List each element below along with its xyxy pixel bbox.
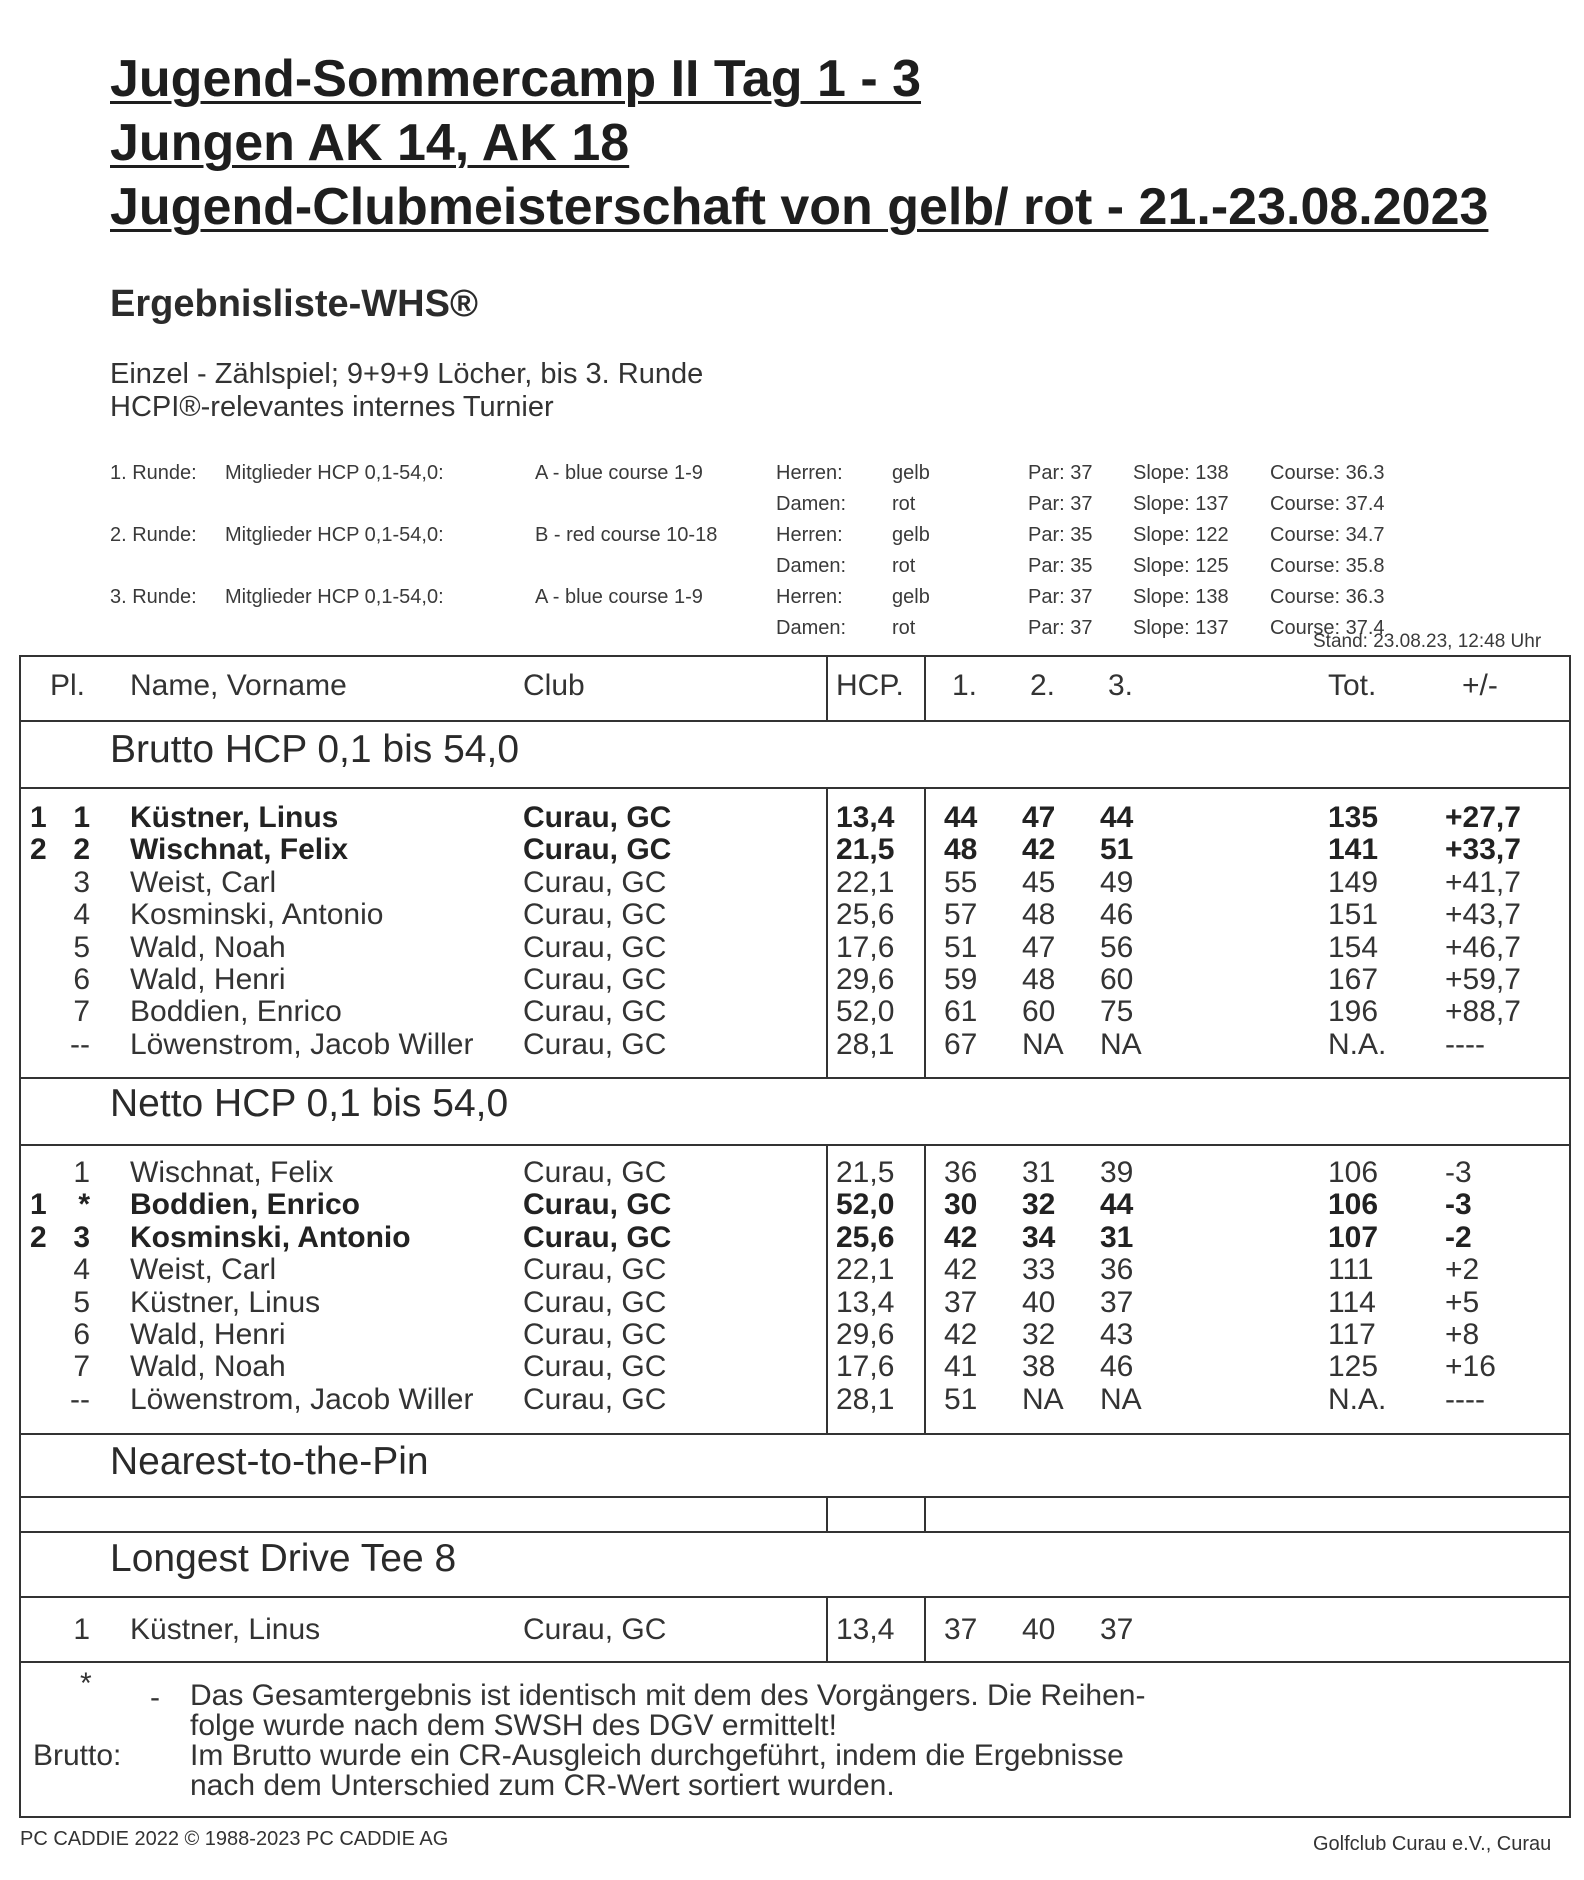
total: 114 <box>1328 1285 1376 1319</box>
place: 3 <box>73 1220 90 1254</box>
round-3-score: 31 <box>1100 1220 1134 1254</box>
note-brutto-text-1: Im Brutto wurde ein CR-Ausgleich durchgeführt, indem die Ergebnisse <box>190 1739 1124 1772</box>
tee-slope: Slope: 137 <box>1133 617 1229 639</box>
plus-minus: +88,7 <box>1445 995 1521 1029</box>
tee-label: Damen: <box>776 555 847 577</box>
total: 141 <box>1328 833 1379 867</box>
footer-club: Golfclub Curau e.V., Curau <box>1313 1833 1552 1855</box>
tee-par: Par: 35 <box>1028 524 1093 546</box>
player-name: Wald, Noah <box>130 1350 286 1384</box>
note-star-text-1: Das Gesamtergebnis ist identisch mit dem des Vorgängers. Die Reihen- <box>190 1679 1146 1712</box>
plus-minus: +8 <box>1445 1318 1480 1351</box>
handicap: 17,6 <box>836 930 895 964</box>
club: Curau, GC <box>523 1253 667 1287</box>
handicap: 21,5 <box>836 1156 895 1189</box>
round-1-score: 42 <box>944 1318 978 1351</box>
round-2-score: 31 <box>1022 1156 1056 1189</box>
player-name: Kosminski, Antonio <box>130 898 384 932</box>
place: 6 <box>73 963 90 996</box>
round-1-score: 36 <box>944 1156 978 1189</box>
round-2-score: 42 <box>1022 833 1056 867</box>
place: 1 <box>73 801 90 834</box>
round-2-score: NA <box>1022 1382 1064 1416</box>
total: 149 <box>1328 865 1379 899</box>
round-1-score: 57 <box>944 898 978 932</box>
round-3-score: 43 <box>1100 1318 1134 1351</box>
round-2-score: 33 <box>1022 1253 1056 1287</box>
round-1-score: 59 <box>944 963 978 996</box>
player-name: Weist, Carl <box>130 865 277 899</box>
round-1-score: 41 <box>944 1350 978 1384</box>
winner-tag: 2 <box>30 1220 47 1254</box>
note-star-text-2: folge wurde nach dem SWSH des DGV ermittelt! <box>190 1709 837 1742</box>
player-name: Wald, Henri <box>130 1318 286 1351</box>
round-1-score: 44 <box>944 801 978 834</box>
player-name: Wischnat, Felix <box>130 833 349 867</box>
round-course: A - blue course 1-9 <box>535 586 703 608</box>
tee-slope: Slope: 125 <box>1133 555 1229 577</box>
tee-label: Damen: <box>776 493 847 515</box>
round-1-score: 55 <box>944 865 978 899</box>
place: 6 <box>73 1318 90 1351</box>
player-name: Wald, Henri <box>130 963 286 996</box>
round-2-score: 60 <box>1022 995 1056 1029</box>
plus-minus: ---- <box>1445 1027 1485 1061</box>
place: 1 <box>73 1156 90 1189</box>
round-2-score: 32 <box>1022 1318 1056 1351</box>
round-1-score: 37 <box>944 1613 978 1646</box>
place: 2 <box>73 833 90 867</box>
total: 107 <box>1328 1220 1379 1254</box>
round-course: A - blue course 1-9 <box>535 462 703 484</box>
plus-minus: +46,7 <box>1445 930 1521 964</box>
round-course: B - red course 10-18 <box>535 524 718 546</box>
plus-minus: +2 <box>1445 1253 1480 1287</box>
tee-color: gelb <box>892 524 930 546</box>
table-row <box>0 1351 1584 1383</box>
round-1-score: 48 <box>944 833 978 867</box>
total: 111 <box>1328 1253 1374 1287</box>
header-hcp: HCP. <box>836 669 904 702</box>
round-3-score: NA <box>1100 1382 1142 1416</box>
title-line-2: Jungen AK 14, AK 18 <box>110 114 630 172</box>
player-name: Löwenstrom, Jacob Willer <box>130 1382 474 1416</box>
place: 3 <box>73 865 90 899</box>
club: Curau, GC <box>523 1285 667 1319</box>
stand-timestamp: Stand: 23.08.23, 12:48 Uhr <box>1313 631 1542 652</box>
table-row <box>0 1254 1584 1286</box>
section-title-netto: Netto HCP 0,1 bis 54,0 <box>110 1082 509 1125</box>
handicap: 22,1 <box>836 865 895 899</box>
round-3-score: NA <box>1100 1027 1142 1061</box>
plus-minus: +5 <box>1445 1285 1480 1319</box>
handicap: 52,0 <box>836 995 895 1029</box>
rule-longest-top <box>19 1531 1571 1533</box>
round-2-score: NA <box>1022 1027 1064 1061</box>
round-2-score: 32 <box>1022 1188 1056 1222</box>
note-star-dash: - <box>150 1681 160 1714</box>
tee-slope: Slope: 122 <box>1133 524 1229 546</box>
place: 7 <box>73 995 90 1029</box>
round-3-score: 44 <box>1100 801 1134 834</box>
tee-course-rating: Course: 37.4 <box>1270 493 1385 515</box>
round-2-score: 45 <box>1022 865 1056 899</box>
description-line-2: HCPI®-relevantes internes Turnier <box>110 391 554 423</box>
rule-netto-top <box>19 1077 1571 1079</box>
note-brutto-key: Brutto: <box>33 1739 122 1772</box>
player-name: Boddien, Enrico <box>130 995 342 1029</box>
round-1-score: 51 <box>944 930 978 964</box>
club: Curau, GC <box>523 1318 667 1351</box>
table-row <box>0 867 1584 899</box>
section-title-brutto: Brutto HCP 0,1 bis 54,0 <box>110 728 520 771</box>
total: 196 <box>1328 995 1379 1029</box>
tee-course-rating: Course: 35.8 <box>1270 555 1385 577</box>
tee-color: rot <box>892 555 916 577</box>
section-title-longest: Longest Drive Tee 8 <box>110 1537 457 1580</box>
round-1-score: 67 <box>944 1027 978 1061</box>
round-1-score: 30 <box>944 1188 978 1222</box>
player-name: Löwenstrom, Jacob Willer <box>130 1027 474 1061</box>
handicap: 17,6 <box>836 1350 895 1384</box>
table-row <box>0 964 1584 996</box>
tee-label: Damen: <box>776 617 847 639</box>
round-2-score: 47 <box>1022 930 1056 964</box>
plus-minus: +43,7 <box>1445 898 1521 932</box>
table-row <box>0 1029 1584 1061</box>
club: Curau, GC <box>523 833 672 867</box>
round-3-score: 60 <box>1100 963 1134 996</box>
plus-minus: +27,7 <box>1445 801 1521 834</box>
round-2-score: 40 <box>1022 1613 1056 1646</box>
round-3-score: 44 <box>1100 1188 1134 1222</box>
col-rule <box>826 1496 828 1531</box>
handicap: 21,5 <box>836 833 895 867</box>
club: Curau, GC <box>523 865 667 899</box>
player-name: Weist, Carl <box>130 1253 277 1287</box>
handicap: 13,4 <box>836 801 895 834</box>
round-3-score: 46 <box>1100 1350 1134 1384</box>
winner-tag: 2 <box>30 833 47 867</box>
round-1-score: 37 <box>944 1285 978 1319</box>
total: 106 <box>1328 1156 1379 1189</box>
handicap: 28,1 <box>836 1027 895 1061</box>
header-round-1: 1. <box>952 669 978 702</box>
club: Curau, GC <box>523 1350 667 1384</box>
table-row <box>0 1222 1584 1254</box>
rule-brutto <box>19 787 1571 789</box>
club: Curau, GC <box>523 898 667 932</box>
tee-label: Herren: <box>776 586 843 608</box>
place: 1 <box>73 1613 90 1646</box>
round-2-score: 38 <box>1022 1350 1056 1384</box>
player-name: Wald, Noah <box>130 930 286 964</box>
note-brutto-text-2: nach dem Unterschied zum CR-Wert sortiert wurden. <box>190 1769 895 1802</box>
table-row <box>0 1614 1584 1646</box>
player-name: Küstner, Linus <box>130 801 339 834</box>
rule-longest <box>19 1596 1571 1598</box>
tee-par: Par: 37 <box>1028 617 1093 639</box>
table-row <box>0 1157 1584 1189</box>
round-2-score: 47 <box>1022 801 1056 834</box>
round-members: Mitglieder HCP 0,1-54,0: <box>225 524 444 546</box>
total: N.A. <box>1328 1027 1387 1061</box>
plus-minus: -3 <box>1445 1188 1472 1222</box>
round-2-score: 34 <box>1022 1220 1056 1254</box>
round-2-score: 48 <box>1022 963 1056 996</box>
plus-minus: +33,7 <box>1445 833 1521 867</box>
handicap: 28,1 <box>836 1382 895 1416</box>
tee-label: Herren: <box>776 462 843 484</box>
winner-tag: 1 <box>30 801 47 834</box>
round-3-score: 75 <box>1100 995 1134 1029</box>
total: 117 <box>1328 1318 1376 1351</box>
place: -- <box>70 1382 90 1416</box>
subtitle: Ergebnisliste-WHS® <box>110 283 478 325</box>
tee-par: Par: 37 <box>1028 462 1093 484</box>
player-name: Kosminski, Antonio <box>130 1220 411 1254</box>
rule-nearest-top <box>19 1433 1571 1435</box>
club: Curau, GC <box>523 1382 667 1416</box>
title-line-3: Jugend-Clubmeisterschaft von gelb/ rot - 21.-23.08.2023 <box>110 178 1489 236</box>
table-row <box>0 802 1584 834</box>
round-members: Mitglieder HCP 0,1-54,0: <box>225 462 444 484</box>
round-3-score: 49 <box>1100 865 1134 899</box>
round-1-score: 42 <box>944 1253 978 1287</box>
club: Curau, GC <box>523 1027 667 1061</box>
tee-course-rating: Course: 34.7 <box>1270 524 1385 546</box>
col-rule <box>924 1496 926 1531</box>
tee-label: Herren: <box>776 524 843 546</box>
header-total: Tot. <box>1328 669 1377 702</box>
header-round-2: 2. <box>1030 669 1056 702</box>
rule-nearest <box>19 1496 1571 1498</box>
total: 154 <box>1328 930 1379 964</box>
rule-netto <box>19 1144 1571 1146</box>
handicap: 29,6 <box>836 1318 895 1351</box>
round-1-score: 42 <box>944 1220 978 1254</box>
header-club: Club <box>523 669 585 702</box>
player-name: Wischnat, Felix <box>130 1156 334 1189</box>
tee-course-rating: Course: 37.4 <box>1270 617 1385 639</box>
handicap: 13,4 <box>836 1613 895 1646</box>
table-row <box>0 1384 1584 1416</box>
round-3-score: 36 <box>1100 1253 1134 1287</box>
player-name: Boddien, Enrico <box>130 1188 361 1222</box>
place: 5 <box>73 930 90 964</box>
place: 5 <box>73 1285 90 1319</box>
handicap: 13,4 <box>836 1285 895 1319</box>
round-3-score: 37 <box>1100 1285 1134 1319</box>
header-name: Name, Vorname <box>130 669 347 702</box>
table-row <box>0 834 1584 866</box>
table-row <box>0 1287 1584 1319</box>
club: Curau, GC <box>523 963 667 996</box>
plus-minus: +41,7 <box>1445 865 1521 899</box>
header-plus-minus: +/- <box>1462 669 1498 702</box>
club: Curau, GC <box>523 995 667 1029</box>
table-row <box>0 996 1584 1028</box>
tee-color: gelb <box>892 462 930 484</box>
winner-tag: 1 <box>30 1188 47 1222</box>
player-name: Küstner, Linus <box>130 1613 321 1646</box>
round-label: 3. Runde: <box>110 586 197 608</box>
handicap: 22,1 <box>836 1253 895 1287</box>
description-line-1: Einzel - Zählspiel; 9+9+9 Löcher, bis 3. Runde <box>110 358 704 390</box>
header-round-3: 3. <box>1108 669 1134 702</box>
handicap: 25,6 <box>836 1220 895 1254</box>
total: 125 <box>1328 1350 1379 1384</box>
club: Curau, GC <box>523 1188 672 1222</box>
round-3-score: 46 <box>1100 898 1134 932</box>
round-2-score: 48 <box>1022 898 1056 932</box>
round-1-score: 61 <box>944 995 978 1029</box>
tee-slope: Slope: 138 <box>1133 462 1229 484</box>
club: Curau, GC <box>523 1156 667 1189</box>
table-row <box>0 1189 1584 1221</box>
round-3-score: 51 <box>1100 833 1134 867</box>
table-row <box>0 932 1584 964</box>
round-label: 1. Runde: <box>110 462 197 484</box>
plus-minus: -3 <box>1445 1156 1472 1189</box>
rule-notes <box>19 1661 1571 1663</box>
handicap: 29,6 <box>836 963 895 996</box>
tee-color: gelb <box>892 586 930 608</box>
player-name: Küstner, Linus <box>130 1285 321 1319</box>
round-label: 2. Runde: <box>110 524 197 546</box>
table-row <box>0 899 1584 931</box>
place: 7 <box>73 1350 90 1384</box>
header-pl: Pl. <box>50 669 86 702</box>
round-1-score: 51 <box>944 1382 978 1416</box>
table-header-row <box>0 670 1584 702</box>
total: 151 <box>1328 898 1379 932</box>
round-2-score: 40 <box>1022 1285 1056 1319</box>
tee-par: Par: 35 <box>1028 555 1093 577</box>
rule-header <box>19 720 1571 722</box>
plus-minus: ---- <box>1445 1382 1485 1416</box>
round-3-score: 56 <box>1100 930 1134 964</box>
handicap: 25,6 <box>836 898 895 932</box>
total: N.A. <box>1328 1382 1387 1416</box>
footer-copyright: PC CADDIE 2022 © 1988-2023 PC CADDIE AG <box>20 1828 449 1850</box>
note-star-key: * <box>80 1667 92 1700</box>
tee-color: rot <box>892 617 916 639</box>
plus-minus: -2 <box>1445 1220 1472 1254</box>
round-3-score: 37 <box>1100 1613 1134 1646</box>
tee-slope: Slope: 138 <box>1133 586 1229 608</box>
round-members: Mitglieder HCP 0,1-54,0: <box>225 586 444 608</box>
place: -- <box>70 1027 90 1061</box>
tee-slope: Slope: 137 <box>1133 493 1229 515</box>
total: 167 <box>1328 963 1379 996</box>
place: 4 <box>73 898 90 932</box>
place: 4 <box>73 1253 90 1287</box>
tee-course-rating: Course: 36.3 <box>1270 462 1385 484</box>
total: 106 <box>1328 1188 1379 1222</box>
tee-course-rating: Course: 36.3 <box>1270 586 1385 608</box>
handicap: 52,0 <box>836 1188 895 1222</box>
title-line-1: Jugend-Sommercamp II Tag 1 - 3 <box>110 50 922 108</box>
club: Curau, GC <box>523 1613 667 1646</box>
club: Curau, GC <box>523 801 672 834</box>
tee-color: rot <box>892 493 916 515</box>
total: 135 <box>1328 801 1379 834</box>
tee-par: Par: 37 <box>1028 493 1093 515</box>
club: Curau, GC <box>523 930 667 964</box>
club: Curau, GC <box>523 1220 672 1254</box>
plus-minus: +59,7 <box>1445 963 1521 996</box>
tee-par: Par: 37 <box>1028 586 1093 608</box>
table-row <box>0 1319 1584 1351</box>
section-title-nearest: Nearest-to-the-Pin <box>110 1440 429 1483</box>
place: * <box>78 1188 90 1222</box>
round-3-score: 39 <box>1100 1156 1134 1189</box>
plus-minus: +16 <box>1445 1350 1496 1384</box>
